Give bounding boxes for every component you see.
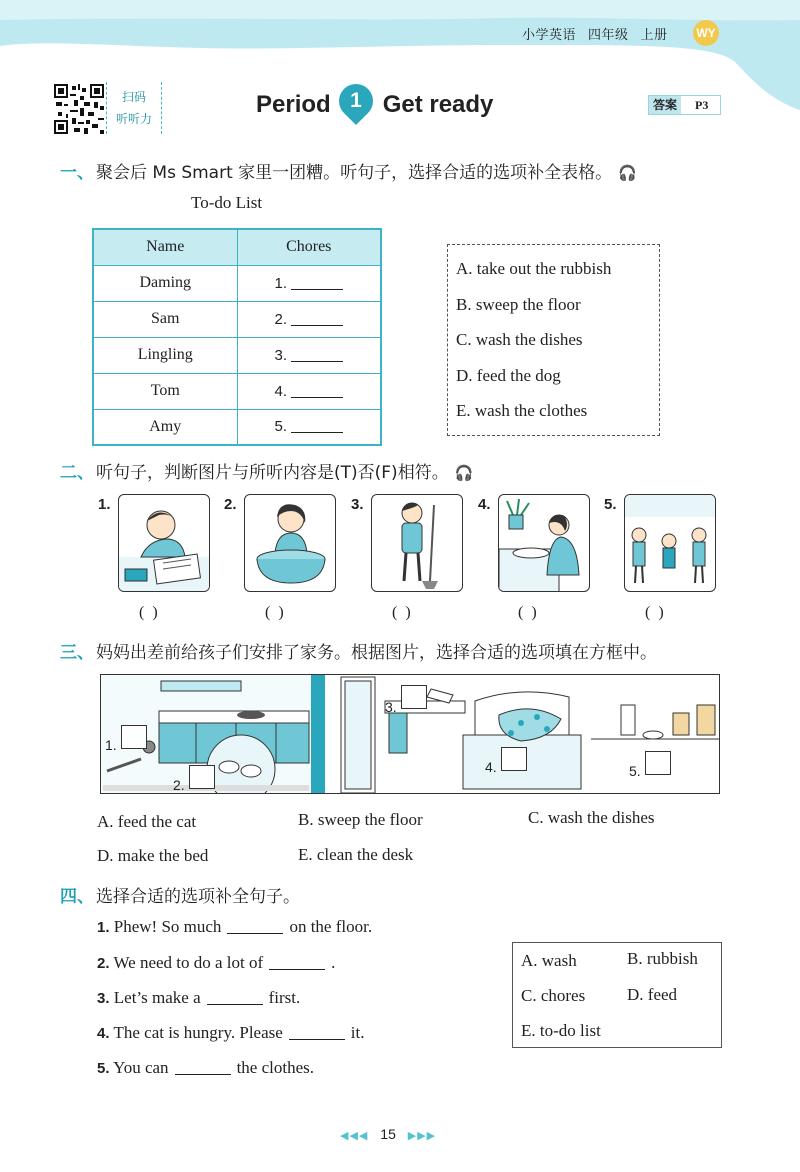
volume-label: 上册 xyxy=(640,28,668,43)
section-2-heading xyxy=(60,458,473,483)
option-item: B. rubbish xyxy=(627,949,698,968)
sentence-blank[interactable] xyxy=(227,920,283,934)
scene-answer-box-2[interactable] xyxy=(189,765,215,789)
scan-to-listen-label xyxy=(106,82,162,134)
girl-washing-picture xyxy=(244,494,336,592)
section-3-option-b: B. sweep the floor xyxy=(298,810,423,829)
woman-washing-dishes-picture xyxy=(498,494,590,592)
boy-writing-picture xyxy=(118,494,210,592)
table-row xyxy=(93,373,381,409)
scene-answer-box-5[interactable] xyxy=(645,751,671,775)
sentence-before: Phew! So much xyxy=(113,917,222,936)
section-4-number: 四、 xyxy=(60,887,94,907)
right-arrows-icon: ▶▶▶ xyxy=(407,1130,437,1142)
qr-code-icon[interactable] xyxy=(54,84,104,134)
scene-box-label-2: 2. xyxy=(173,777,185,793)
table-header-row xyxy=(93,229,381,265)
row-name: Tom xyxy=(93,373,237,409)
page-number: 15 xyxy=(380,1126,396,1142)
children-cleaning-picture xyxy=(624,494,716,592)
section-1-number: 一、 xyxy=(60,163,94,183)
scene-box-label-1: 1. xyxy=(105,737,117,753)
table-row xyxy=(93,337,381,373)
sentence-number: 5. xyxy=(97,1060,110,1077)
subject-label: 小学英语 xyxy=(522,28,577,43)
answer-blank[interactable] xyxy=(291,384,343,398)
answer-cell[interactable] xyxy=(237,373,381,409)
answer-paren-1[interactable]: ( ) xyxy=(139,604,160,621)
picture-number: 2. xyxy=(224,496,237,513)
sentence-5 xyxy=(97,1058,314,1078)
row-name: Sam xyxy=(93,301,237,337)
table-row xyxy=(93,265,381,301)
sentence-number: 4. xyxy=(97,1025,110,1042)
column-header-chores: Chores xyxy=(237,229,381,265)
answer-paren-2[interactable]: ( ) xyxy=(265,604,286,621)
scene-answer-box-3[interactable] xyxy=(401,685,427,709)
scan-label-line1: 扫码 xyxy=(121,90,146,104)
sentence-number: 3. xyxy=(97,990,110,1007)
sentence-number: 1. xyxy=(97,919,110,936)
sentence-before: You can xyxy=(113,1058,169,1077)
scene-answer-box-4[interactable] xyxy=(501,747,527,771)
scene-box-label-4: 4. xyxy=(485,759,497,775)
sentence-number: 2. xyxy=(97,955,110,972)
headphones-icon[interactable]: 🎧 xyxy=(618,164,637,182)
answer-label: 答案 xyxy=(649,96,681,114)
option-item: A. wash xyxy=(521,951,577,970)
answer-cell[interactable] xyxy=(237,265,381,301)
sentence-1 xyxy=(97,917,372,937)
column-header-name: Name xyxy=(93,229,237,265)
answer-paren-5[interactable]: ( ) xyxy=(645,604,666,621)
answer-blank[interactable] xyxy=(291,276,343,290)
section-3-option-d: D. make the bed xyxy=(97,846,209,865)
option-item: C. chores xyxy=(521,986,586,1005)
answer-cell[interactable] xyxy=(237,409,381,445)
table-row xyxy=(93,301,381,337)
option-item: B. sweep the floor xyxy=(456,294,581,314)
answer-reference[interactable] xyxy=(648,95,721,115)
sentence-after: . xyxy=(331,953,336,972)
answer-blank[interactable] xyxy=(291,312,343,326)
answer-cell[interactable] xyxy=(237,337,381,373)
period-number-badge xyxy=(332,77,380,125)
todo-list-title: To-do List xyxy=(191,193,263,212)
option-item: A. take out the rubbish xyxy=(456,259,612,278)
row-number: 2. xyxy=(274,310,287,328)
sentence-after: the clothes. xyxy=(236,1058,314,1077)
sentence-after: it. xyxy=(350,1023,365,1042)
scene-box-label-3: 3. xyxy=(385,699,397,715)
page-title xyxy=(256,84,493,119)
table-row xyxy=(93,409,381,445)
grade-label: 四年级 xyxy=(588,28,629,43)
row-name: Amy xyxy=(93,409,237,445)
row-number: 1. xyxy=(274,274,287,292)
sentence-before: Let’s make a xyxy=(113,988,201,1007)
sentence-after: first. xyxy=(268,988,301,1007)
section-4-options-box xyxy=(512,942,722,1048)
option-item: E. to-do list xyxy=(521,1021,601,1040)
sentence-blank[interactable] xyxy=(269,956,325,970)
option-item: C. wash the dishes xyxy=(456,330,583,349)
row-number: 4. xyxy=(274,382,287,400)
section-3-instruction: 妈妈出差前给孩子们安排了家务。根据图片，选择合适的选项填在方框中。 xyxy=(96,643,657,663)
scene-box-label-5: 5. xyxy=(629,763,641,779)
section-4-heading xyxy=(60,882,300,907)
row-number: 3. xyxy=(274,346,287,364)
answer-blank[interactable] xyxy=(291,419,343,433)
section-1-options-box xyxy=(447,244,660,436)
title-left: Period xyxy=(256,91,331,118)
row-name: Lingling xyxy=(93,337,237,373)
picture-number: 4. xyxy=(478,496,491,513)
option-item: E. wash the clothes xyxy=(456,401,588,420)
section-2-number: 二、 xyxy=(60,463,94,483)
header-breadcrumb xyxy=(522,24,680,43)
sentence-4 xyxy=(97,1023,365,1043)
picture-number: 1. xyxy=(98,496,111,513)
headphones-icon[interactable]: 🎧 xyxy=(454,464,474,482)
scan-label-line2: 听听力 xyxy=(115,112,152,126)
page-footer xyxy=(340,1126,436,1142)
option-item: D. feed xyxy=(627,985,678,1004)
answer-paren-3[interactable]: ( ) xyxy=(392,604,413,621)
section-3-option-e: E. clean the desk xyxy=(298,845,414,864)
picture-number: 3. xyxy=(351,496,364,513)
section-4-instruction: 选择合适的选项补全句子。 xyxy=(96,887,300,907)
sentence-3 xyxy=(97,988,300,1008)
sentence-before: The cat is hungry. Please xyxy=(113,1023,283,1042)
edition-badge: WY xyxy=(693,20,719,46)
section-3-heading xyxy=(60,638,657,663)
sentence-before: We need to do a lot of xyxy=(113,953,264,972)
period-number: 1 xyxy=(349,89,362,112)
answer-paren-4[interactable]: ( ) xyxy=(518,604,539,621)
house-scene-picture xyxy=(100,674,720,794)
sentence-after: on the floor. xyxy=(289,917,373,936)
sentence-blank[interactable] xyxy=(289,1026,345,1040)
left-arrows-icon: ◀◀◀ xyxy=(340,1130,369,1142)
sentence-2 xyxy=(97,953,335,973)
section-3-number: 三、 xyxy=(60,643,94,663)
section-3-option-c: C. wash the dishes xyxy=(528,808,655,827)
answer-page: P3 xyxy=(695,98,709,112)
sentence-blank[interactable] xyxy=(207,991,263,1005)
section-3-option-a: A. feed the cat xyxy=(97,812,197,831)
sentence-blank[interactable] xyxy=(175,1061,231,1075)
picture-number: 5. xyxy=(604,496,617,513)
chores-table xyxy=(92,228,382,446)
answer-cell[interactable] xyxy=(237,301,381,337)
row-name: Daming xyxy=(93,265,237,301)
section-2-instruction: 听句子，判断图片与所听内容是(T)否(F)相符。 xyxy=(96,463,449,483)
boy-sweeping-picture xyxy=(371,494,463,592)
row-number: 5. xyxy=(274,418,287,436)
option-item: D. feed the dog xyxy=(456,365,561,385)
answer-blank[interactable] xyxy=(291,348,343,362)
title-right: Get ready xyxy=(382,91,494,118)
scene-answer-box-1[interactable] xyxy=(121,725,147,749)
section-1-heading xyxy=(60,158,637,183)
section-1-instruction: 聚会后 Ms Smart 家里一团糟。听句子，选择合适的选项补全表格。 xyxy=(96,163,613,183)
